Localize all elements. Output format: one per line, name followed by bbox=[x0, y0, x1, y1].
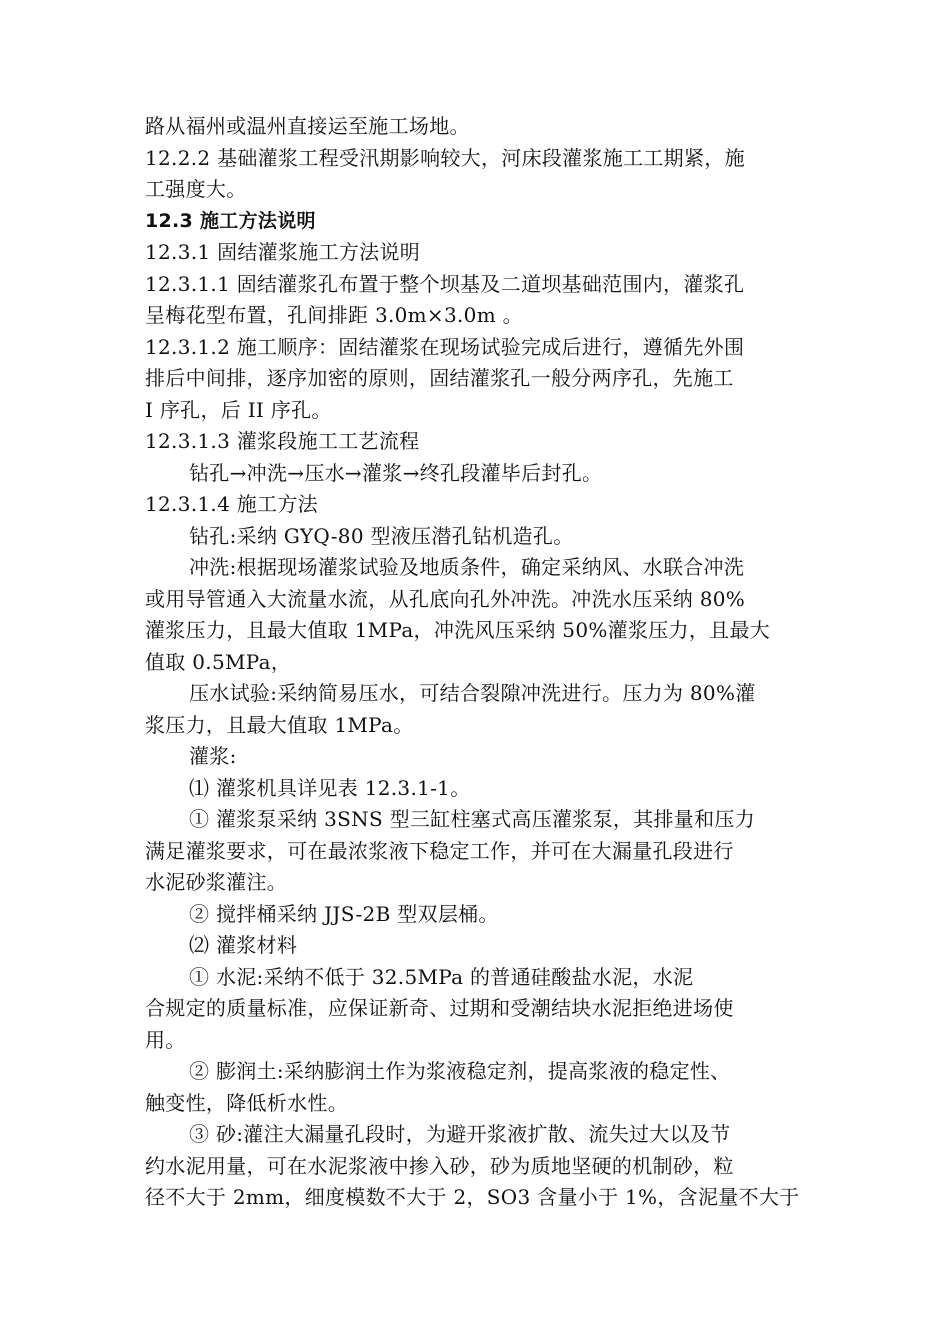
document-body bbox=[145, 111, 810, 1214]
section-12-3-1-4-heading: 12.3.1.4 施工方法 bbox=[145, 492, 318, 516]
paragraph-line: 浆压力，且最大值取 1MPa。 bbox=[145, 712, 414, 737]
subsection-heading-12-3-1: 12.3.1 固结灌浆施工方法说明 bbox=[145, 240, 421, 264]
list-item-circled-2: ② 搅拌桶采纳 JJS-2B 型双层桶。 bbox=[189, 901, 499, 926]
paragraph-line: 工强度大。 bbox=[145, 177, 247, 201]
list-item-circled-1: ① 灌浆泵采纳 3SNS 型三缸柱塞式高压灌浆泵，其排量和压力 bbox=[189, 807, 755, 831]
grouting-label: 灌浆: bbox=[189, 744, 237, 768]
section-12-3-1-1-line: 12.3.1.1 固结灌浆孔布置于整个坝基及二道坝基础范围内，灌浆孔 bbox=[145, 271, 745, 296]
sand-paragraph: ③ 砂:灌注大漏量孔段时，为避开浆液扩散、流失过大以及节 bbox=[189, 1122, 731, 1146]
paragraph-line: 水泥砂浆灌注。 bbox=[145, 870, 288, 894]
paragraph-line: I 序孔，后 II 序孔。 bbox=[145, 397, 332, 422]
list-item-2: ⑵ 灌浆材料 bbox=[189, 933, 298, 957]
list-item-1: ⑴ 灌浆机具详见表 12.3.1-1。 bbox=[189, 775, 471, 800]
process-flow-line: 钻孔→冲洗→压水→灌浆→终孔段灌毕后封孔。 bbox=[189, 460, 603, 485]
paragraph-line: 呈梅花型布置，孔间排距 3.0m×3.0m 。 bbox=[145, 303, 523, 327]
paragraph-line: 或用导管通入大流量水流，从孔底向孔外冲洗。冲洗水压采纳 80% bbox=[145, 586, 746, 611]
cement-paragraph: ① 水泥:采纳不低于 32.5MPa 的普通硅酸盐水泥，水泥 bbox=[189, 964, 694, 989]
water-test-paragraph: 压水试验:采纳简易压水，可结合裂隙冲洗进行。压力为 80%灌 bbox=[189, 681, 756, 705]
section-12-3-1-3-heading: 12.3.1.3 灌浆段施工工艺流程 bbox=[145, 429, 420, 453]
section-12-2-2-line: 12.2.2 基础灌浆工程受汛期影响较大，河床段灌浆施工工期紧，施 bbox=[145, 145, 745, 170]
section-12-3-1-2-line: 12.3.1.2 施工顺序：固结灌浆在现场试验完成后进行，遵循先外围 bbox=[145, 334, 745, 359]
paragraph-line: 路从福州或温州直接运至施工场地。 bbox=[145, 114, 470, 138]
paragraph-line: 径不大于 2mm，细度模数不大于 2，SO3 含量小于 1%，含泥量不大于 bbox=[145, 1185, 800, 1209]
flushing-paragraph: 冲洗:根据现场灌浆试验及地质条件，确定采纳风、水联合冲洗 bbox=[189, 555, 745, 579]
paragraph-line: 值取 0.5MPa， bbox=[145, 649, 292, 674]
section-heading-12-3: 12.3 施工方法说明 bbox=[145, 209, 316, 232]
paragraph-line: 合规定的质量标准，应保证新奇、过期和受潮结块水泥拒绝进场使 bbox=[145, 996, 734, 1020]
paragraph-line: 约水泥用量，可在水泥浆液中掺入砂，砂为质地坚硬的机制砂，粒 bbox=[145, 1153, 734, 1178]
paragraph-line: 触变性，降低析水性。 bbox=[145, 1090, 348, 1115]
paragraph-line: 用。 bbox=[145, 1027, 186, 1052]
paragraph-line: 满足灌浆要求，可在最浓浆液下稳定工作，并可在大漏量孔段进行 bbox=[145, 838, 734, 863]
drilling-paragraph: 钻孔:采纳 GYQ-80 型液压潜孔钻机造孔。 bbox=[189, 523, 574, 548]
bentonite-paragraph: ② 膨润土:采纳膨润土作为浆液稳定剂，提高浆液的稳定性、 bbox=[189, 1059, 731, 1083]
paragraph-line: 灌浆压力，且最大值取 1MPa，冲洗风压采纳 50%灌浆压力，且最大 bbox=[145, 618, 771, 642]
paragraph-line: 排后中间排，逐序加密的原则，固结灌浆孔一般分两序孔，先施工 bbox=[145, 366, 734, 390]
